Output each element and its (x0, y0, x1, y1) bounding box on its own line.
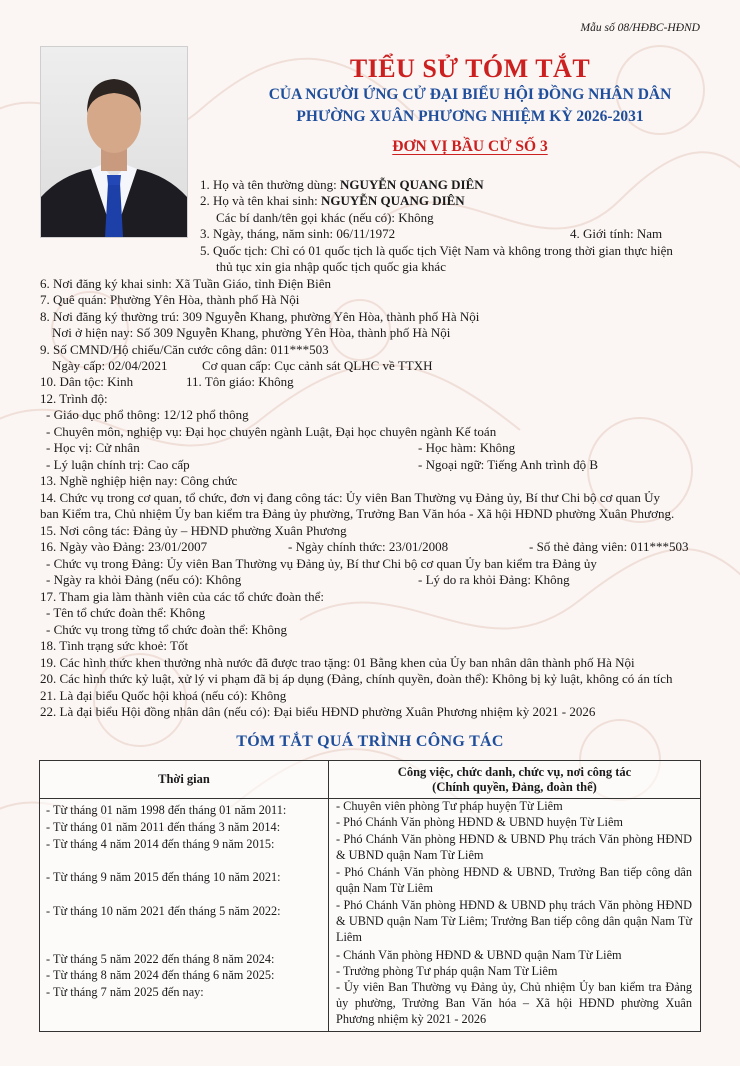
bio-ethnicity: 10. Dân tộc: Kinh (40, 374, 134, 389)
bio-education-heading: 12. Trình độ: (40, 391, 108, 406)
bio-discipline: 20. Các hình thức kỷ luật, xử lý vi phạm đã bị áp dụng (Đảng, chính quyền, đoàn thể): Không bị kỷ luật, không có án tích (40, 671, 673, 686)
document-subtitle-2: PHƯỜNG XUÂN PHƯƠNG NHIỆM KỲ 2026-2031 (296, 108, 644, 125)
bio-hometown: 7. Quê quán: Phường Yên Hòa, thành phố Hà Nội (40, 292, 300, 307)
bio-id-issue-date: Ngày cấp: 02/04/2021 (52, 358, 168, 373)
bio-party-position: - Chức vụ trong Đảng: Ủy viên Ban Thường vụ Đảng ủy, Bí thư Chi bộ cơ quan Ủy ban kiểm tra Đảng ủy (46, 556, 597, 571)
bio-party-card-number: - Số thẻ đảng viên: 011***503 (529, 539, 689, 554)
bio-id-issuer: Cơ quan cấp: Cục cảnh sát QLHC về TTXH (202, 358, 433, 373)
table-row-time: - Từ tháng 4 năm 2014 đến tháng 9 năm 2015: (46, 837, 275, 851)
column-header-time: Thời gian (158, 772, 210, 786)
bio-specialization: - Chuyên môn, nghiệp vụ: Đại học chuyên ngành Luật, Đại học chuyên ngành Kế toán (46, 424, 497, 439)
bio-party-leave-date: - Ngày ra khỏi Đảng (nếu có): Không (46, 572, 242, 587)
bio-degree: - Học vị: Cử nhân (46, 440, 140, 455)
bio-political-theory: - Lý luận chính trị: Cao cấp (46, 457, 190, 472)
bio-birth-registration: 6. Nơi đăng ký khai sinh: Xã Tuần Giáo, tỉnh Điện Biên (40, 276, 332, 291)
bio-council-delegate: 22. Là đại biểu Hội đồng nhân dân (nếu có): Đại biểu HĐND phường Xuân Phương nhiệm kỳ 2021 - 2026 (40, 704, 596, 719)
table-row-time: - Từ tháng 9 năm 2015 đến tháng 10 năm 2021: (46, 870, 281, 884)
bio-religion: 11. Tôn giáo: Không (186, 374, 294, 389)
table-row-description: - Phó Chánh Văn phòng HĐND & UBND phụ trách Văn phòng HĐND & UBND quận Nam Từ Liêm; Trưởng Ban tiếp công dân quận Nam Từ Liêm (336, 898, 692, 944)
bio-organizations-heading: 17. Tham gia làm thành viên của các tổ chức đoàn thể: (40, 589, 325, 604)
bio-current-address: Nơi ở hiện nay: Số 309 Nguyễn Khang, phường Yên Hòa, thành phố Hà Nội (52, 325, 451, 340)
table-row-description: - Phó Chánh Văn phòng HĐND & UBND Phụ trách Văn phòng HĐND & UBND quận Nam Từ Liêm (336, 832, 692, 862)
document-header (200, 54, 740, 158)
form-code: Mẫu số 08/HĐBC-HĐND (580, 22, 700, 34)
bio-party-join-date: 16. Ngày vào Đảng: 23/01/2007 (40, 539, 208, 554)
bio-common-name-value: NGUYỄN QUANG DIÊN (339, 177, 484, 192)
bio-occupation: 13. Nghề nghiệp hiện nay: Công chức (40, 473, 238, 488)
bio-national-assembly: 21. Là đại biểu Quốc hội khoá (nếu có): Không (40, 688, 287, 703)
bio-party-official-date: - Ngày chính thức: 23/01/2008 (288, 539, 449, 554)
candidate-portrait (40, 46, 188, 238)
table-row-description: - Trưởng phòng Tư pháp quận Nam Từ Liêm (336, 964, 558, 978)
bio-academic-title: - Học hàm: Không (418, 440, 516, 455)
table-row-description: - Phó Chánh Văn phòng HĐND & UBND huyện Từ Liêm (336, 815, 623, 829)
table-row-description: - Phó Chánh Văn phòng HĐND & UBND, Trưởng Ban tiếp công dân quận Nam Từ Liêm (336, 865, 692, 895)
bio-general-education: - Giáo dục phổ thông: 12/12 phổ thông (46, 407, 249, 422)
bio-permanent-address: 8. Nơi đăng ký thường trú: 309 Nguyễn Khang, phường Yên Hòa, thành phố Hà Nội (40, 309, 480, 324)
table-row-time: - Từ tháng 5 năm 2022 đến tháng 8 năm 2024: (46, 952, 275, 966)
bio-party-leave-reason: - Lý do ra khỏi Đảng: Không (418, 572, 570, 587)
bio-gender: 4. Giới tính: Nam (570, 226, 663, 241)
table-row-description: - Ủy viên Ban Thường vụ Đảng ủy, Chủ nhiệm Ủy ban kiểm tra Đảng ủy phường, Trưởng Ban Văn hóa – Xã hội HĐND phường Xuân Phương nhiệm kỳ 2021 - 2026 (336, 980, 692, 1026)
bio-id-number: 9. Số CMND/Hộ chiếu/Căn cước công dân: 011***503 (40, 342, 329, 357)
table-row-description: - Chuyên viên phòng Tư pháp huyện Từ Liêm (336, 799, 563, 813)
bio-position-cont: ban Kiểm tra, Chủ nhiệm Ủy ban kiểm tra Đảng ủy phường, Trưởng Ban Văn hóa - Xã hội HĐND phường Xuân Phương. (40, 506, 675, 521)
work-history-title: TÓM TẮT QUÁ TRÌNH CÔNG TÁC (236, 733, 504, 750)
bio-birthdate: 3. Ngày, tháng, năm sinh: 06/11/1972 (200, 226, 396, 241)
electoral-unit: ĐƠN VỊ BẦU CỬ SỐ 3 (392, 138, 548, 155)
bio-nationality-cont: thủ tục xin gia nhập quốc tịch quốc gia khác (216, 259, 446, 274)
document-subtitle-1: CỦA NGƯỜI ỨNG CỬ ĐẠI BIỂU HỘI ĐỒNG NHÂN DÂN (268, 86, 672, 103)
bio-health: 18. Tình trạng sức khoẻ: Tốt (40, 638, 189, 653)
bio-organization-position: - Chức vụ trong từng tổ chức đoàn thể: Không (46, 622, 288, 637)
table-row-description: - Chánh Văn phòng HĐND & UBND quận Nam Từ Liêm (336, 948, 622, 962)
work-history-table (39, 760, 701, 1032)
table-row-time: - Từ tháng 01 năm 2011 đến tháng 3 năm 2014: (46, 820, 281, 834)
table-row-time: - Từ tháng 01 năm 1998 đến tháng 01 năm 2011: (46, 803, 287, 817)
bio-aliases: Các bí danh/tên gọi khác (nếu có): Không (216, 210, 434, 225)
bio-foreign-language: - Ngoại ngữ: Tiếng Anh trình độ B (418, 457, 599, 472)
bio-workplace: 15. Nơi công tác: Đảng ủy – HĐND phường Xuân Phương (40, 523, 347, 538)
bio-organization-name: - Tên tổ chức đoàn thể: Không (46, 605, 206, 620)
bio-birth-name: 2. Họ và tên khai sinh: NGUYỄN QUANG DIÊN (200, 193, 465, 208)
column-header-position: Công việc, chức danh, chức vụ, nơi công tác (Chính quyền, Đảng, đoàn thể) (397, 765, 632, 794)
bio-nationality: 5. Quốc tịch: Chỉ có 01 quốc tịch là quốc tịch Việt Nam và không trong thời gian thực hiện (200, 243, 673, 258)
bio-awards: 19. Các hình thức khen thưởng nhà nước đã được trao tặng: 01 Bằng khen của Ủy ban nhân dân thành phố Hà Nội (40, 655, 635, 670)
bio-common-name: 1. Họ và tên thường dùng: NGUYỄN QUANG DIÊN (200, 177, 484, 192)
table-row-time: - Từ tháng 8 năm 2024 đến tháng 6 năm 2025: (46, 968, 275, 982)
bio-birth-name-value: NGUYỄN QUANG DIÊN (320, 193, 465, 208)
table-row-time: - Từ tháng 10 năm 2021 đến tháng 5 năm 2022: (46, 904, 281, 918)
table-row-time: - Từ tháng 7 năm 2025 đến nay: (46, 985, 204, 999)
document-title: TIỂU SỬ TÓM TẮT (349, 54, 591, 83)
bio-position: 14. Chức vụ trong cơ quan, tổ chức, đơn vị đang công tác: Ủy viên Ban Thường vụ Đảng ủy, Bí thư Chi bộ cơ quan Ủy (40, 490, 661, 505)
